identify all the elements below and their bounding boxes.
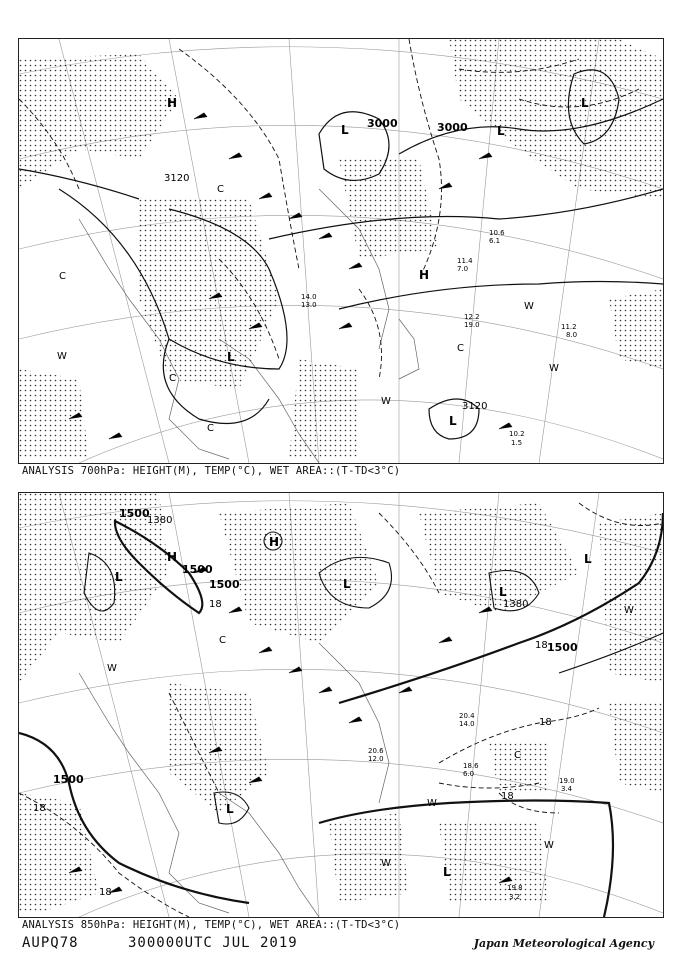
station-temp: 14.0 xyxy=(301,293,317,301)
station-dewpoint: 12.0 xyxy=(368,755,384,763)
station-temp: 11.4 xyxy=(457,257,473,265)
warm-label: W xyxy=(524,301,534,312)
chart-code: AUPQ78 xyxy=(22,935,79,951)
contour-label: 1500 xyxy=(53,773,84,786)
warm-label: W xyxy=(549,363,559,374)
high-center: H xyxy=(269,535,280,549)
valid-time: 300000UTC JUL 2019 xyxy=(128,935,298,951)
cold-label: C xyxy=(169,373,176,384)
high-center: H xyxy=(419,268,430,282)
contour-label: 1500 xyxy=(209,578,240,591)
station-temp: 11.2 xyxy=(561,323,577,331)
cold-label: C xyxy=(514,750,521,761)
cold-label: C xyxy=(219,635,226,646)
warm-label: W xyxy=(544,840,554,851)
station-dewpoint: 6.0 xyxy=(463,770,475,778)
warm-label: W xyxy=(427,798,437,809)
high-center: H xyxy=(167,550,178,564)
low-center: L xyxy=(443,865,451,879)
agency-credit: Japan Meteorological Agency xyxy=(473,937,654,950)
low-center: L xyxy=(499,585,507,599)
cold-label: C xyxy=(217,184,224,195)
contour-label: 1500 xyxy=(182,563,213,576)
caption-700hpa: ANALYSIS 700hPa: HEIGHT(M), TEMP(°C), WET AREA::(T-TD<3°C) xyxy=(22,465,401,477)
contour-label: 1500 xyxy=(119,507,150,520)
chart-850hpa xyxy=(18,492,664,918)
isotherm-label: 18 xyxy=(99,887,112,898)
map-700hpa-svg xyxy=(19,39,663,463)
station-dewpoint: 6.1 xyxy=(489,237,501,245)
low-center: L xyxy=(581,96,589,110)
contour-label: 1500 xyxy=(547,641,578,654)
low-center: L xyxy=(227,350,235,364)
isotherm-label: 18 xyxy=(539,717,552,728)
contour-label: 1380 xyxy=(503,599,529,610)
high-center: H xyxy=(167,96,178,110)
station-temp: 20.6 xyxy=(368,747,384,755)
wind-barbs xyxy=(69,113,512,439)
warm-label: W xyxy=(107,663,117,674)
low-center: L xyxy=(341,123,349,137)
station-dewpoint: 14.0 xyxy=(459,720,475,728)
isotherm-label: 18 xyxy=(33,803,46,814)
station-temp: 12.2 xyxy=(464,313,480,321)
warm-label: W xyxy=(381,858,391,869)
caption-850hpa: ANALYSIS 850hPa: HEIGHT(M), TEMP(°C), WET AREA::(T-TD<3°C) xyxy=(22,919,401,931)
contour-label: 1380 xyxy=(147,515,173,526)
contour-labels-700 xyxy=(367,117,468,134)
station-dewpoint: 3.4 xyxy=(561,785,573,793)
contour-label: 3120 xyxy=(164,173,190,184)
station-temp: 19.8 xyxy=(507,884,523,892)
low-center: L xyxy=(226,802,234,816)
cold-label: C xyxy=(207,423,214,434)
station-temp: 10.2 xyxy=(509,430,525,438)
low-center: L xyxy=(343,577,351,591)
station-dewpoint: 8.0 xyxy=(566,331,578,339)
station-dewpoint: 3.2 xyxy=(509,893,521,901)
chart-700hpa xyxy=(18,38,664,464)
warm-label: W xyxy=(624,605,634,616)
low-center: L xyxy=(449,414,457,428)
isotherm-label: 18 xyxy=(535,640,548,651)
low-center: L xyxy=(497,124,505,138)
station-temp: 20.4 xyxy=(459,712,475,720)
isotherm-label: 18 xyxy=(501,791,514,802)
contour-label: 3120 xyxy=(462,401,488,412)
isotherm-label: 18 xyxy=(209,599,222,610)
contour-label: 3000 xyxy=(437,121,468,134)
station-dewpoint: 13.0 xyxy=(301,301,317,309)
station-dewpoint: 1.5 xyxy=(511,439,523,447)
station-dewpoint: 19.0 xyxy=(464,321,480,329)
warm-label: W xyxy=(381,396,391,407)
wet-areas xyxy=(19,39,663,459)
contour-label: 3000 xyxy=(367,117,398,130)
cold-label: C xyxy=(457,343,464,354)
cold-label: C xyxy=(59,271,66,282)
map-850hpa-svg xyxy=(19,493,663,917)
low-center: L xyxy=(115,570,123,584)
low-center: L xyxy=(584,552,592,566)
station-temp: 18.6 xyxy=(463,762,479,770)
warm-label: W xyxy=(57,351,67,362)
station-temp: 10.6 xyxy=(489,229,505,237)
station-temp: 19.0 xyxy=(559,777,575,785)
station-dewpoint: 7.0 xyxy=(457,265,469,273)
